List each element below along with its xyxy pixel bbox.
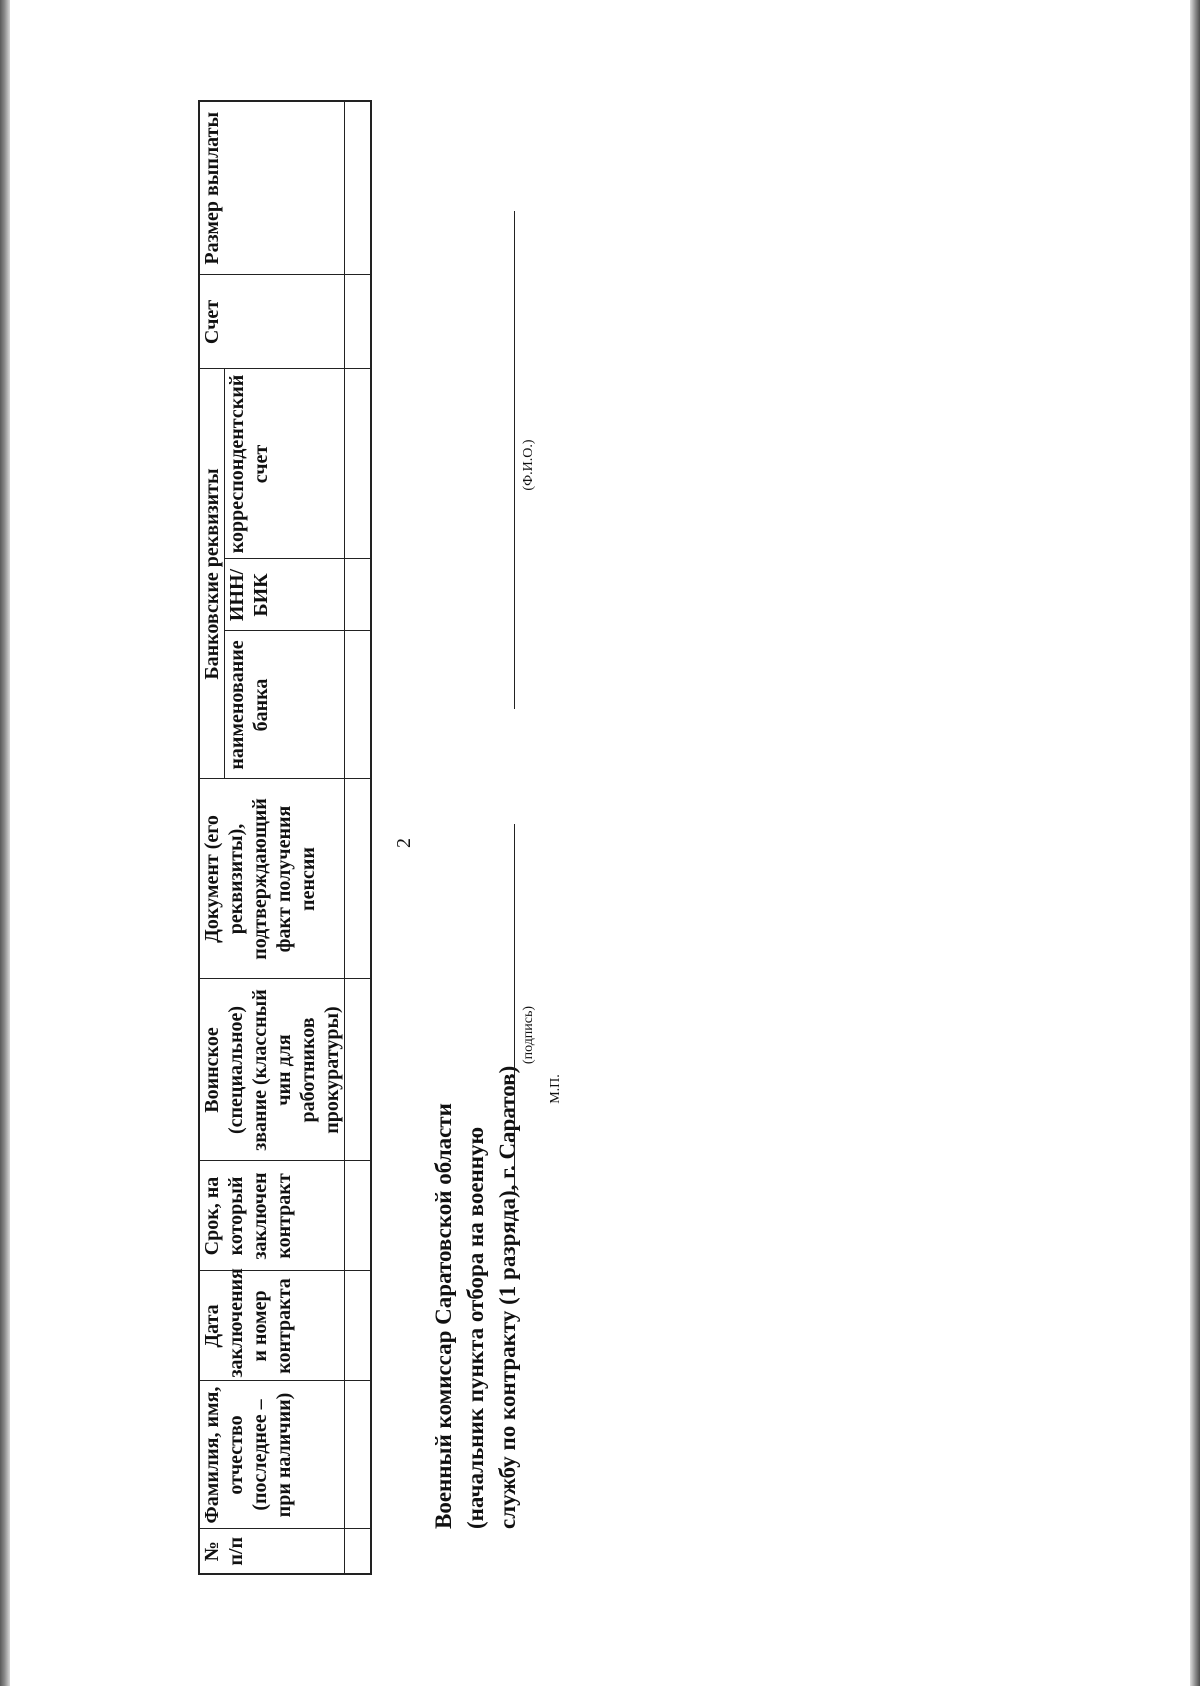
commissar-title-line: (начальник пункта отбора на военную: [463, 1126, 488, 1529]
payments-table: [198, 100, 372, 1575]
header-pension-document: Документ (его реквизиты), подтверждающий факт получения пенсии: [199, 779, 345, 979]
commissar-title: [428, 749, 524, 1529]
signature-line: [514, 824, 515, 1195]
table-cell: [345, 369, 372, 559]
table-row: [345, 101, 372, 1574]
header-bank-details: Банковские реквизиты: [199, 369, 225, 779]
header-payment-amount: Размер выплаты: [199, 101, 345, 275]
commissar-title-line: службу по контракту (1 разряда), г. Саратов): [495, 1065, 520, 1529]
stamp-placeholder: М.П.: [548, 1074, 563, 1104]
table-cell: [345, 101, 372, 275]
table-cell: [345, 559, 372, 631]
table-cell: [345, 1529, 372, 1574]
table-cell: [345, 631, 372, 779]
table-cell: [345, 1381, 372, 1529]
header-inn-bik: ИНН/ БИК: [225, 559, 345, 631]
header-full-name: Фамилия, имя, отчество (последнее – при наличии): [199, 1381, 345, 1529]
header-corr-account: корреспондентский счет: [225, 369, 345, 559]
signature-caption: (подпись): [521, 1005, 536, 1065]
table-cell: [345, 979, 372, 1161]
commissar-title-line: Военный комиссар Саратовской области: [431, 1103, 456, 1529]
name-caption: (Ф.И.О.): [521, 439, 536, 491]
header-num: № п/п: [199, 1529, 345, 1574]
name-line: [514, 211, 515, 709]
header-contract-date: Дата заключения и номер контракта: [199, 1271, 345, 1381]
table-cell: [345, 779, 372, 979]
header-rank: Воинское (специальное) звание (классный чин для работников прокуратуры): [199, 979, 345, 1161]
table-cell: [345, 1271, 372, 1381]
header-account: Счет: [199, 275, 345, 369]
table-cell: [345, 275, 372, 369]
table-cell: [345, 1161, 372, 1271]
header-contract-term: Срок, на который заключен контракт: [199, 1161, 345, 1271]
page-number: 2: [393, 838, 415, 848]
header-bank-name: наименование банка: [225, 631, 345, 779]
